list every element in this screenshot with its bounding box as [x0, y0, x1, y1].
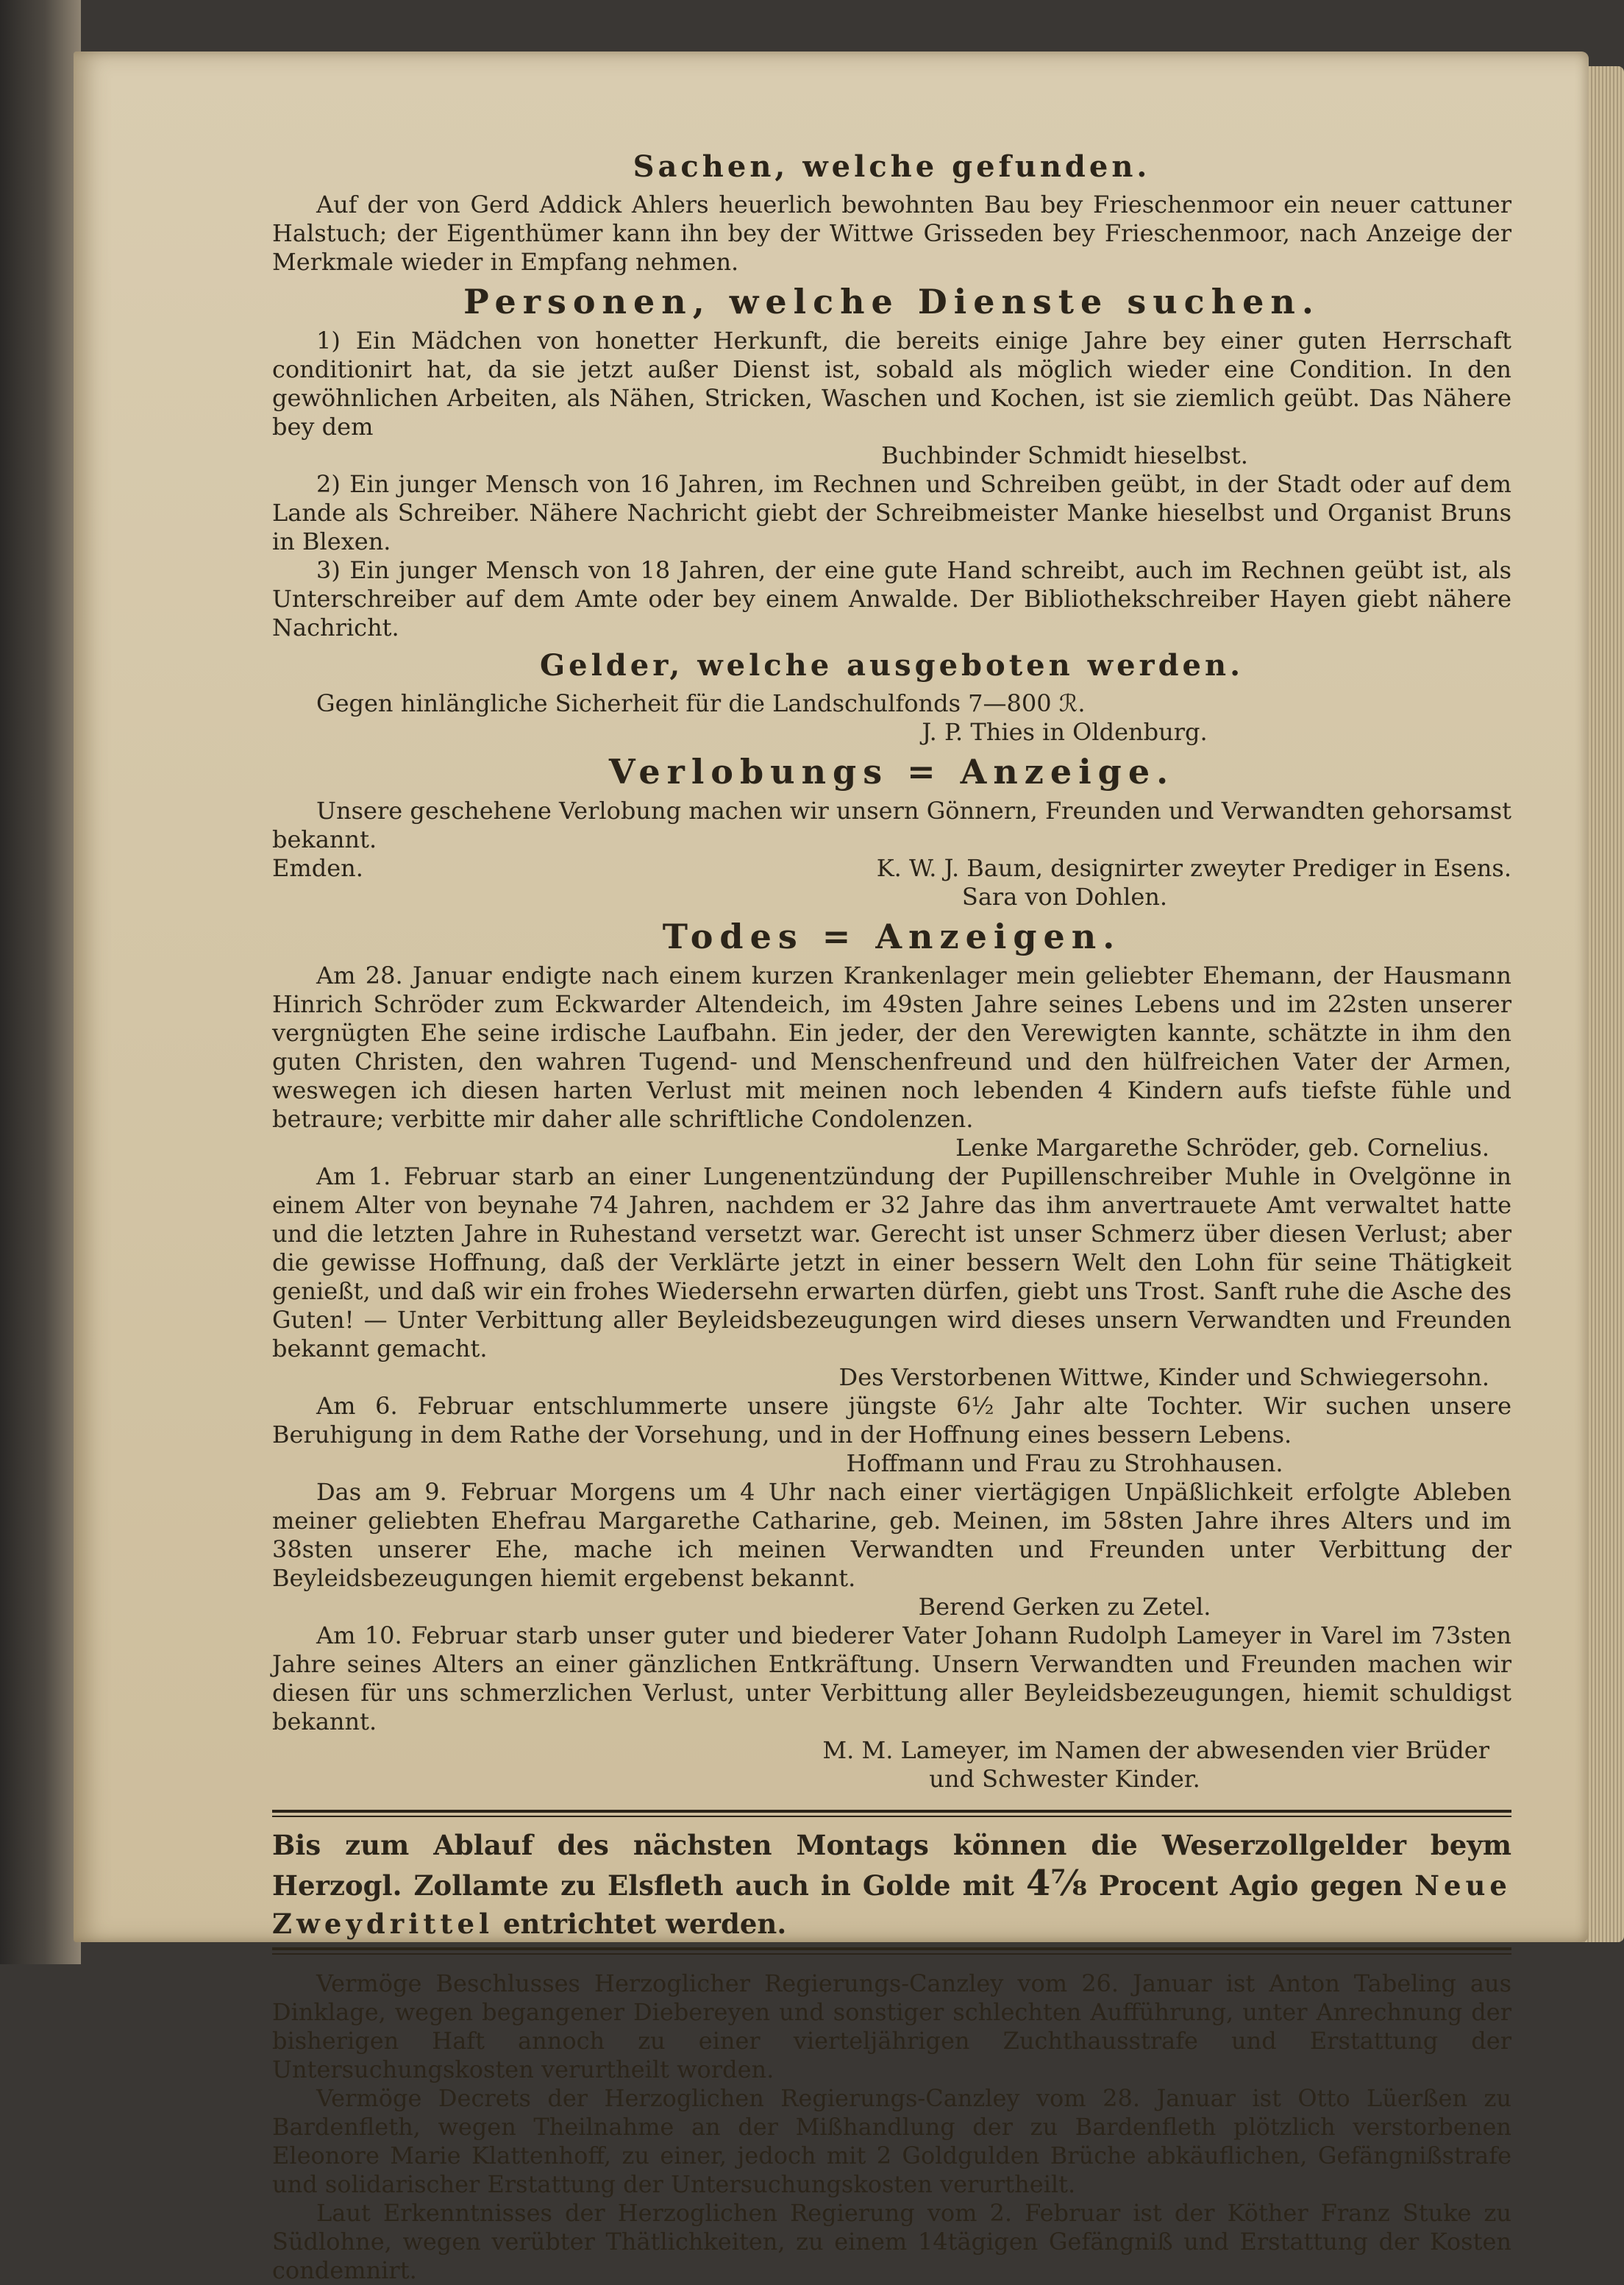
death-notice-4-signature: Berend Gerken zu Zetel.: [918, 1593, 1211, 1621]
death-notice-2: Am 1. Februar starb an einer Lungenentzündung der Pupillenschreiber Muhle in Ovelgönne in einem Alter von beynahe 74 Jahren, nachdem er 32 Jahre das ihm anvertrauete Amt verwaltet hatte und die letzten Jahre in Ruhestand versetzt war. Gerecht ist unser Schmerz über diesen Verlust; aber die gewisse Hoffnung, daß der Verklärte jetzt in einer bessern Welt den Lohn für seine Thätigkeit genießt, und daß wir ein frohes Wiedersehn erwarten dürfen, giebt uns Trost. Sanft ruhe die Asche des Guten! — Unter Verbittung aller Beyleidsbezeugungen wird dieses unsern Verwandten und Freunden bekannt gemacht.: [272, 1162, 1511, 1362]
notice-top-rule: [272, 1810, 1511, 1813]
death-notice-2-signature: Des Verstorbenen Wittwe, Kinder und Schwiegersohn.: [838, 1363, 1489, 1391]
money-text: Gegen hinlängliche Sicherheit für die Landschulfonds 7—800 ℛ.: [316, 689, 1086, 717]
decree-2: Vermöge Decrets der Herzoglichen Regierungs-Canzley vom 28. Januar ist Otto Lüerßen zu Bardenfleth, wegen Theilnahme an der Mißhandlung der zu Bardenfleth plötzlich verstorbenen Eleonore Marie Klattenhoff, zu einer, jedoch mit 2 Goldgulden Brüche abkäuflichen, Gefängnißstrafe und solidarischer Erstattung der Untersuchungskosten verurtheilt.: [272, 2084, 1511, 2198]
notice-part-1: Bis zum Ablauf des nächsten Montags können die Weserzollgelder beym Herzogl. Zollamte zu Elsfleth auch in Golde mit: [272, 1829, 1511, 1902]
engagement-signature-1: K. W. J. Baum, designirter zweyter Prediger in Esens.: [876, 854, 1511, 882]
engagement-text: Unsere geschehene Verlobung machen wir unsern Gönnern, Freunden und Verwandten gehorsamst bekannt.: [272, 797, 1511, 853]
death-notice-1-signature: Lenke Margarethe Schröder, geb. Cornelius.: [955, 1134, 1489, 1162]
heading-money: Gelder, welche ausgeboten werden.: [539, 648, 1244, 683]
weserzoll-notice: [272, 1826, 1511, 1943]
notice-part-3: Neue Zweydrittel: [272, 1869, 1511, 1940]
notice-part-4: entrichtet werden.: [503, 1908, 787, 1940]
decree-3: Laut Erkenntnisses der Herzoglichen Regierung vom 2. Februar ist der Köther Franz Stuke zu Südlohne, wegen verübter Thätlichkeiten, zu einem 14tägigen Gefängniß und Erstattung der Kosten condemnirt.: [272, 2199, 1511, 2284]
heading-services: Personen, welche Dienste suchen.: [463, 282, 1320, 321]
notice-top-rule-thin: [272, 1816, 1511, 1817]
death-notice-3-signature: Hoffmann und Frau zu Strohhausen.: [846, 1449, 1283, 1477]
notice-fraction: 4⅞: [1025, 1863, 1087, 1904]
death-notice-4: Das am 9. Februar Morgens um 4 Uhr nach einer viertägigen Unpäßlichkeit erfolgte Ableben meiner geliebten Ehefrau Margarethe Catharine, geb. Meinen, im 58sten Jahre ihres Alters und im 38sten unserer Ehe, mache ich meinen Verwandten und Freunden unter Verbittung der Beyleidsbezeugungen hiemit ergebenst bekannt.: [272, 1478, 1511, 1592]
notice-part-2: Procent Agio gegen: [1099, 1869, 1403, 1902]
service-item-2: 2) Ein junger Mensch von 16 Jahren, im Rechnen und Schreiben geübt, in der Stadt oder auf dem Lande als Schreiber. Nähere Nachricht giebt der Schreibmeister Manke hieselbst und Organist Bruns in Blexen.: [272, 470, 1511, 555]
engagement-signature-row: [272, 854, 1511, 883]
engagement-place: Emden.: [272, 854, 363, 882]
death-notice-3: Am 6. Februar entschlummerte unsere jüngste 6½ Jahr alte Tochter. Wir suchen unsere Beruhigung in dem Rathe der Vorsehung, und in der Hoffnung eines bessern Lebens.: [272, 1392, 1511, 1449]
death-notice-1: Am 28. Januar endigte nach einem kurzen Krankenlager mein geliebter Ehemann, der Hausmann Hinrich Schröder zum Eckwarder Altendeich, im 49sten Jahre seines Lebens und im 22sten unserer vergnügten Ehe seine irdische Laufbahn. Ein jeder, der den Verewigten kannte, schätzte in ihm den guten Christen, den wahren Tugend- und Menschenfreund und den hülfreichen Vater der Armen, weswegen ich diesen harten Verlust mit meinen noch lebenden 4 Kindern aufs tiefste fühle und betraure; verbitte mir daher alle schriftliche Condolenzen.: [272, 962, 1511, 1133]
death-notice-5-signature-1: M. M. Lameyer, im Namen der abwesenden vier Brüder: [822, 1736, 1489, 1764]
decree-1: Vermöge Beschlusses Herzoglicher Regierungs-Canzley vom 26. Januar ist Anton Tabeling aus Dinklage, wegen begangener Diebereyen und sonstiger schlechten Aufführung, unter Anrechnung der bisherigen Haft annoch zu einer vierteljährigen Zuchthausstrafe und Erstattung der Untersuchungskosten verurtheilt worden.: [272, 1969, 1511, 2083]
heading-deaths: Todes = Anzeigen.: [662, 917, 1122, 956]
engagement-signature-2: Sara von Dohlen.: [961, 883, 1168, 911]
book-spine: [0, 0, 81, 1964]
found-text: Auf der von Gerd Addick Ahlers heuerlich bewohnten Bau bey Frieschenmoor ein neuer cattuner Halstuch; der Eigenthümer kann ihn bey der Wittwe Grisseden bey Frieschenmoor, nach Anzeige der Merkmale wieder in Empfang nehmen.: [272, 191, 1511, 276]
money-signature: J. P. Thies in Oldenburg.: [922, 718, 1208, 746]
notice-bottom-rule: [272, 1947, 1511, 1950]
page-content: [272, 143, 1511, 2285]
service-item-3: 3) Ein junger Mensch von 18 Jahren, der eine gute Hand schreibt, auch im Rechnen geübt ist, als Unterschreiber auf dem Amte oder bey einem Anwalde. Der Bibliothekschreiber Hayen giebt nähere Nachricht.: [272, 556, 1511, 642]
death-notice-5-signature-2: und Schwester Kinder.: [929, 1765, 1200, 1793]
service-item-1-signature: Buchbinder Schmidt hieselbst.: [881, 441, 1248, 469]
service-item-1: 1) Ein Mädchen von honetter Herkunft, die bereits einige Jahre bey einer guten Herrschaft conditionirt hat, da sie jetzt außer Dienst ist, sobald als möglich wieder eine Condition. In den gewöhnlichen Arbeiten, als Nähen, Stricken, Waschen und Kochen, ist sie ziemlich geübt. Das Nähere bey dem: [272, 327, 1511, 441]
heading-engagement: Verlobungs = Anzeige.: [608, 752, 1175, 792]
notice-bottom-rule-thin: [272, 1953, 1511, 1955]
death-notice-5: Am 10. Februar starb unser guter und biederer Vater Johann Rudolph Lameyer in Varel im 73sten Jahre seines Alters an einer gänzlichen Entkräftung. Unsern Verwandten und Freunden machen wir diesen für uns schmerzlichen Verlust, unter Verbittung aller Beyleidsbezeugungen, hiemit schuldigst bekannt.: [272, 1621, 1511, 1735]
heading-found: Sachen, welche gefunden.: [633, 149, 1151, 184]
